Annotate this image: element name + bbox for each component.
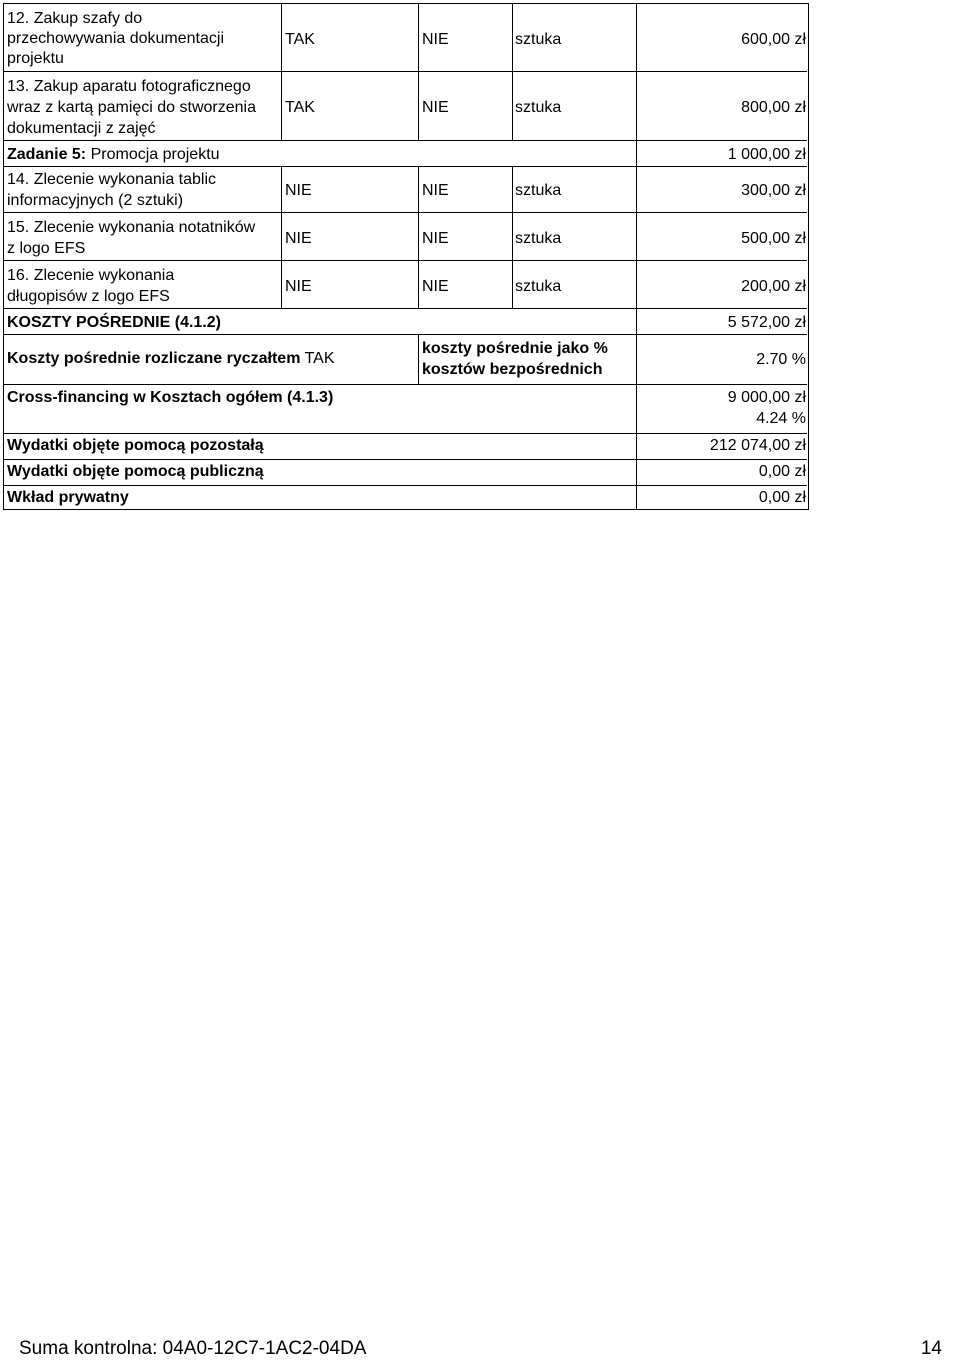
flag-cell: NIE [422,278,449,295]
flag-cell: TAK [285,99,315,116]
flag-cell: TAK [285,31,315,48]
col-divider [418,4,419,71]
task-amount: 1 000,00 zł [727,146,806,163]
col-divider [418,334,419,384]
indirect-costs-amount: 5 572,00 zł [727,314,806,331]
item-name-line: projektu [7,50,64,67]
flag-cell: NIE [422,31,449,48]
cross-financing-label: Cross-financing w Kosztach ogółem (4.1.3) [7,389,334,406]
amount-cell: 600,00 zł [741,31,806,48]
row-divider [4,384,807,385]
row-divider [4,212,807,213]
item-name-line: przechowywania dokumentacji [7,30,224,47]
col-divider [636,433,637,459]
lump-sum-desc-line: koszty pośrednie jako % [422,340,608,357]
unit-cell: sztuka [515,278,562,295]
private-contribution-label: Wkład prywatny [7,489,129,506]
row-divider [4,140,807,141]
col-divider [636,71,637,140]
item-name-line: 14. Zlecenie wykonania tablic [7,171,217,188]
col-divider [636,334,637,384]
row-divider [4,308,807,309]
amount-cell: 800,00 zł [741,99,806,116]
col-divider [636,4,637,71]
unit-cell: sztuka [515,31,562,48]
amount-cell: 200,00 zł [741,278,806,295]
task-label [7,145,220,165]
task-label-bold: Zadanie 5: [7,146,87,163]
flag-cell: NIE [422,99,449,116]
row-divider [4,334,807,335]
col-divider [636,166,637,308]
flag-cell: NIE [285,182,312,199]
col-divider [512,4,513,71]
unit-cell: sztuka [515,230,562,247]
checksum-footer: Suma kontrolna: 04A0-12C7-1AC2-04DA [19,1338,367,1359]
lump-sum-percent: 2.70 % [756,351,806,368]
aid-other-amount: 212 074,00 zł [709,437,806,454]
item-name-line: długopisów z logo EFS [7,288,170,305]
private-contribution-amount: 0,00 zł [758,489,806,506]
col-divider [636,140,637,166]
col-divider [418,166,419,308]
aid-other-label: Wydatki objęte pomocą pozostałą [7,437,264,454]
col-divider [636,485,637,509]
cross-financing-percent: 4.24 % [756,410,806,427]
budget-table [3,3,809,510]
col-divider [636,308,637,334]
col-divider [512,166,513,308]
aid-public-amount: 0,00 zł [758,463,806,480]
indirect-costs-label: KOSZTY POŚREDNIE (4.1.2) [7,314,221,331]
item-name-line: wraz z kartą pamięci do stworzenia [7,99,256,116]
lump-sum-label [7,349,335,369]
col-divider [281,166,282,308]
unit-cell: sztuka [515,182,562,199]
unit-cell: sztuka [515,99,562,116]
lump-sum-label-text: Koszty pośrednie rozliczane ryczałtem [7,350,301,367]
row-divider [4,459,807,460]
task-label-rest: Promocja projektu [86,146,220,163]
amount-cell: 500,00 zł [741,230,806,247]
row-divider [4,260,807,261]
flag-cell: NIE [422,182,449,199]
col-divider [636,459,637,485]
col-divider [636,384,637,433]
row-divider [4,166,807,167]
page-number: 14 [920,1338,942,1359]
item-name-line: informacyjnych (2 sztuki) [7,192,184,209]
flag-cell: NIE [422,230,449,247]
cross-financing-amount: 9 000,00 zł [727,389,806,406]
item-name-line: 15. Zlecenie wykonania notatników [7,219,256,236]
aid-public-label: Wydatki objęte pomocą publiczną [7,463,264,480]
row-divider [4,71,807,72]
lump-sum-value: TAK [304,350,335,367]
flag-cell: NIE [285,230,312,247]
item-name-line: 13. Zakup aparatu fotograficznego [7,78,251,95]
item-name-line: z logo EFS [7,240,86,257]
item-name-line: 16. Zlecenie wykonania [7,267,175,284]
col-divider [418,71,419,140]
amount-cell: 300,00 zł [741,182,806,199]
col-divider [281,4,282,71]
row-divider [4,433,807,434]
item-name-line: dokumentacji z zajęć [7,120,156,137]
item-name-line: 12. Zakup szafy do [7,10,143,27]
flag-cell: NIE [285,278,312,295]
col-divider [281,71,282,140]
row-divider [4,485,807,486]
col-divider [512,71,513,140]
lump-sum-desc-line: kosztów bezpośrednich [422,361,603,378]
